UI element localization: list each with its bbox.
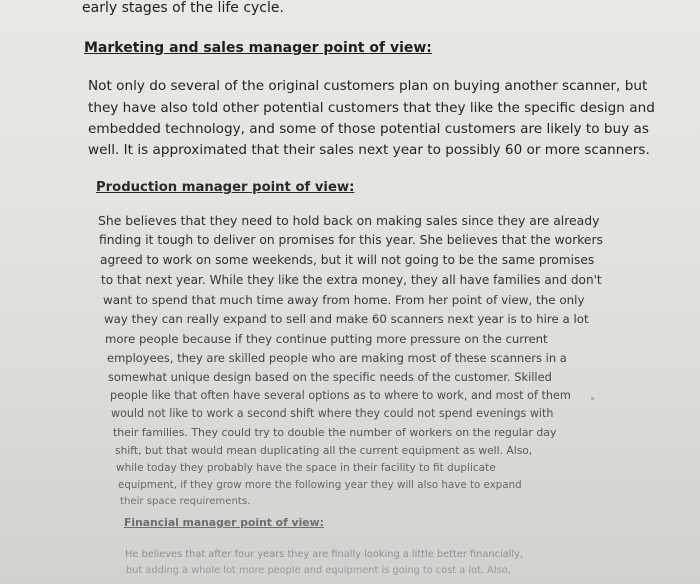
production-line: way they can really expand to sell and make 60 scanners next year is to hire a lot bbox=[104, 312, 589, 326]
production-heading: Production manager point of view: bbox=[96, 180, 355, 195]
production-line: people like that often have several options as to where to work, and most of them bbox=[110, 389, 571, 402]
production-line: would not like to work a second shift where they could not spend evenings with bbox=[111, 407, 554, 420]
marketing-line: Not only do several of the original customers plan on buying another scanner, but bbox=[88, 78, 648, 94]
financial-line: but adding a whole lot more people and equipment is going to cost a lot. Also, bbox=[126, 565, 511, 576]
production-line: their families. They could try to double the number of workers on the regular day bbox=[113, 426, 557, 439]
production-line: equipment, if they grow more the following year they will also have to expand bbox=[118, 479, 522, 491]
production-line: their space requirements. bbox=[120, 496, 251, 507]
production-line: agreed to work on some weekends, but it will not going to be the same promises bbox=[100, 253, 595, 267]
marketing-heading: Marketing and sales manager point of view: bbox=[84, 40, 432, 56]
production-line: somewhat unique design based on the specific needs of the customer. Skilled bbox=[108, 370, 552, 384]
production-line: finding it tough to deliver on promises for this year. She believes that the workers bbox=[99, 233, 603, 247]
marketing-line: they have also told other potential customers that they like the specific design and bbox=[88, 100, 655, 116]
production-line: to that next year. While they like the extra money, they all have families and don't bbox=[101, 273, 602, 287]
financial-heading: Financial manager point of view: bbox=[124, 516, 324, 529]
marketing-line: well. It is approximated that their sales next year to possibly 60 or more scanners. bbox=[88, 142, 650, 158]
production-line: want to spend that much time away from home. From her point of view, the only bbox=[103, 293, 585, 307]
financial-line: He believes that after four years they are finally looking a little better financially, bbox=[125, 549, 524, 560]
production-line: while today they probably have the space in their facility to fit duplicate bbox=[116, 462, 496, 474]
production-line: employees, they are skilled people who are making most of these scanners in a bbox=[107, 351, 567, 365]
production-line: She believes that they need to hold back on making sales since they are already bbox=[98, 213, 600, 228]
stray-mark bbox=[591, 397, 594, 400]
lead-text: early stages of the life cycle. bbox=[82, 0, 284, 16]
production-line: shift, but that would mean duplicating all the current equipment as well. Also, bbox=[115, 444, 533, 457]
production-line: more people because if they continue putting more pressure on the current bbox=[105, 332, 548, 346]
marketing-line: embedded technology, and some of those potential customers are likely to buy as bbox=[88, 121, 649, 137]
